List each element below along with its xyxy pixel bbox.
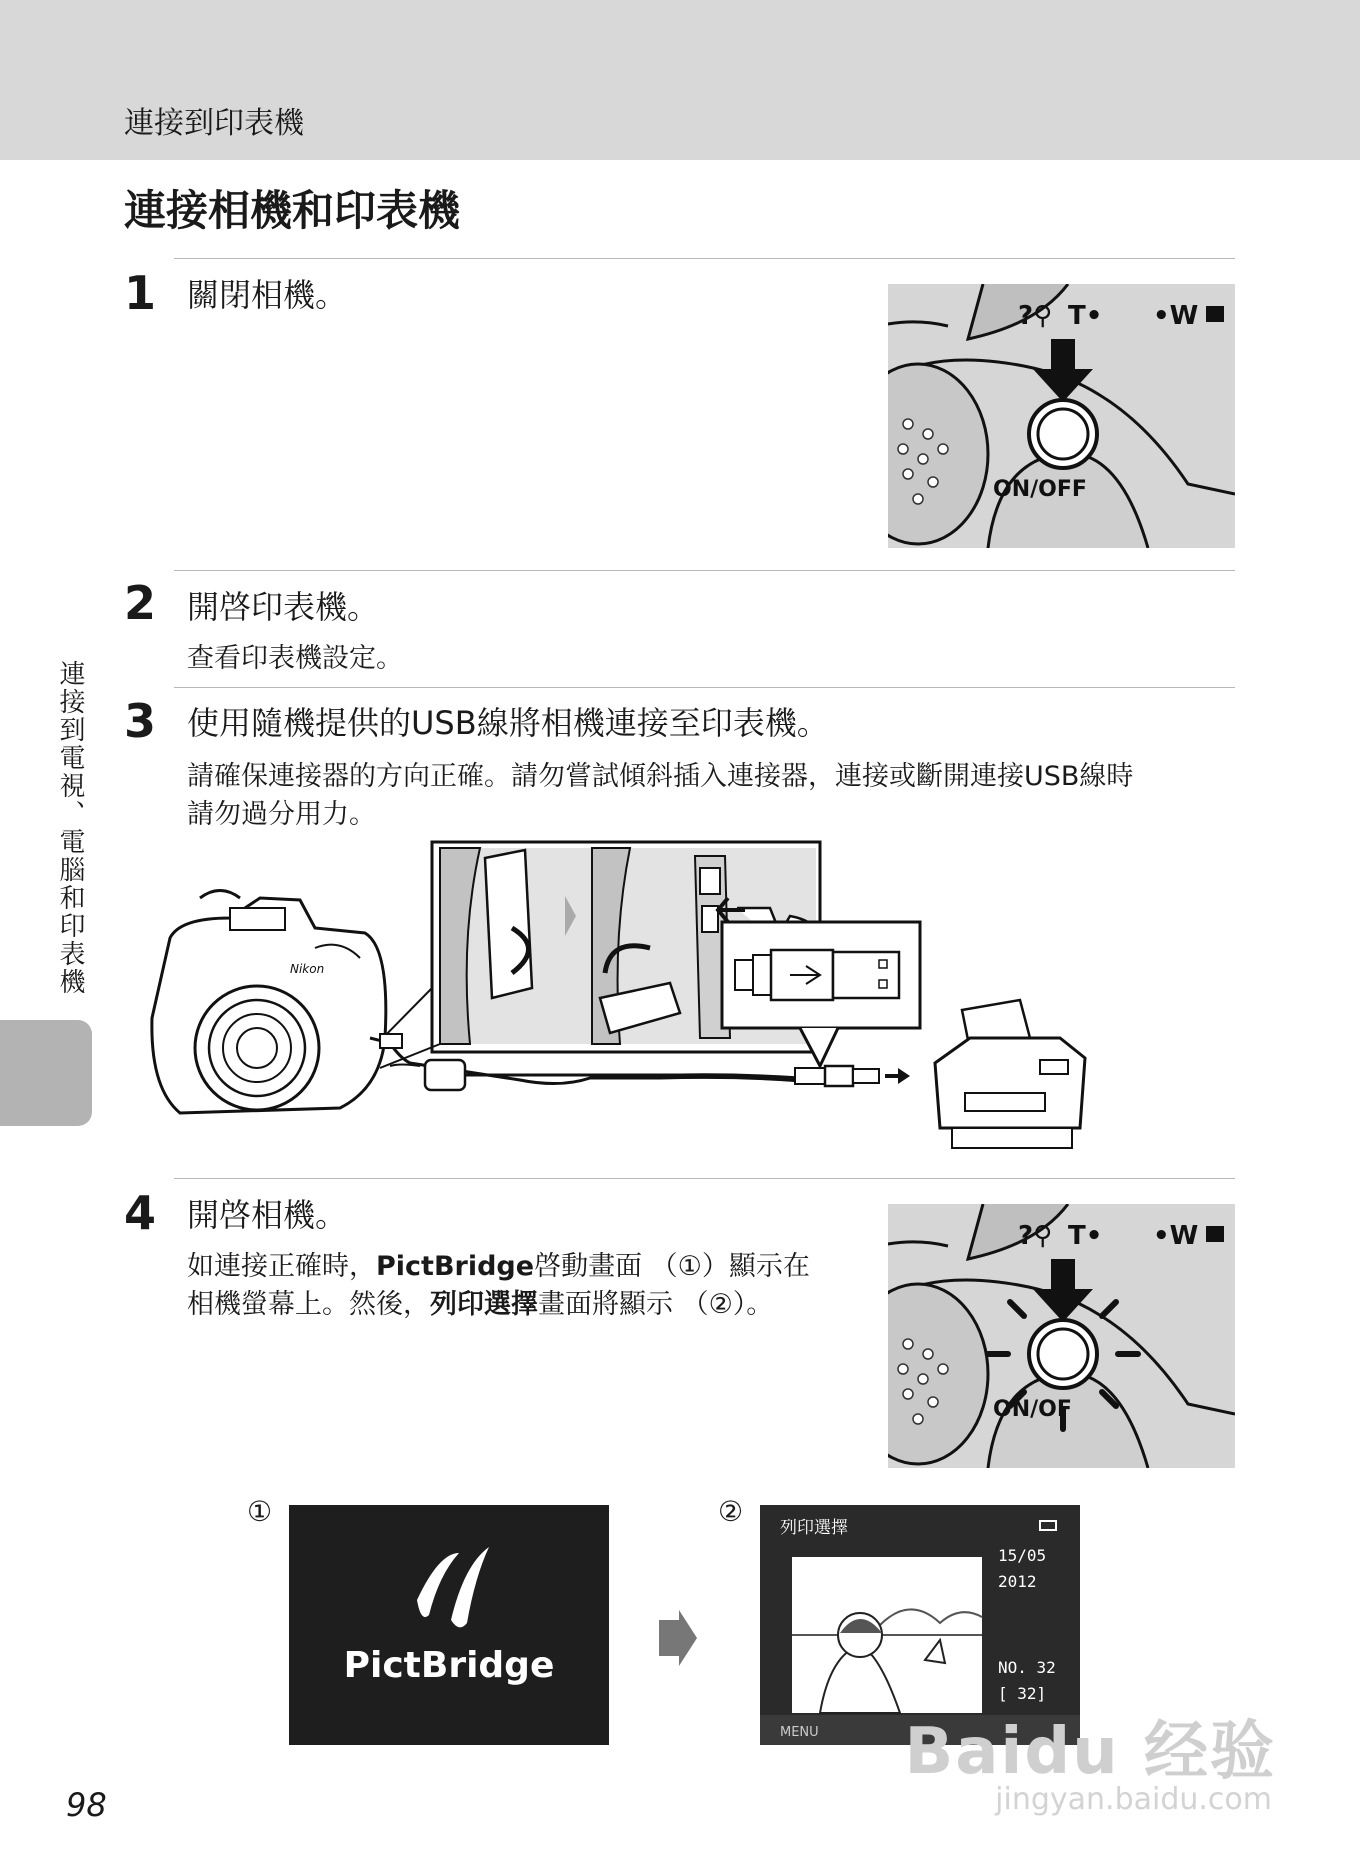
camera-power-on-illustration (888, 1204, 1235, 1468)
step-3-body-line2: 請勿過分用力。 (187, 799, 376, 830)
step-1-title: 關閉相機。 (187, 276, 348, 314)
pictbridge-logo-text: PictBridge (343, 1645, 555, 1686)
divider (174, 1178, 1235, 1179)
zoom-w-label: •W (1153, 301, 1199, 331)
on-off-label: ON/OFF (993, 477, 1087, 502)
svg-text:?⚲: ?⚲ (1018, 1221, 1053, 1251)
watermark-url: jingyan.baidu.com (995, 1782, 1272, 1817)
image-number: NO. 32 (998, 1658, 1056, 1677)
screen-1-label: ① (247, 1495, 273, 1528)
step-3-number: 3 (124, 694, 157, 748)
svg-text:?⚲: ?⚲ (1018, 301, 1053, 331)
page-title: 連接相機和印表機 (124, 186, 461, 235)
step-4-text: 相機螢幕上。然後， (187, 1289, 430, 1320)
step-2-number: 2 (124, 576, 157, 630)
side-tab-text: 連接到電視、電腦和印表機 (55, 660, 85, 996)
step-2-body: 查看印表機設定。 (187, 643, 403, 674)
step-4-text: 畫面將顯示 （②）。 (538, 1289, 774, 1320)
print-select-term: 列印選擇 (430, 1289, 538, 1320)
pictbridge-screen (289, 1505, 609, 1745)
zoom-t-label: T• (1068, 1221, 1103, 1251)
step-3-body-line1: 請確保連接器的方向正確。請勿嘗試傾斜插入連接器，連接或斷開連接USB線時 (187, 761, 1134, 792)
print-select-title: 列印選擇 (780, 1518, 848, 1538)
divider (174, 258, 1235, 259)
step-4-text: 如連接正確時， (187, 1251, 376, 1282)
pictbridge-term: PictBridge (376, 1251, 535, 1282)
on-off-label: ON/OF (993, 1397, 1072, 1422)
step-2-title: 開啓印表機。 (187, 588, 380, 626)
step-1-number: 1 (124, 266, 157, 320)
page-number: 98 (66, 1786, 107, 1824)
step-4-body-line1 (187, 1248, 810, 1286)
print-year: 2012 (998, 1572, 1037, 1591)
screen-2-label: ② (718, 1495, 744, 1528)
usb-connection-illustration (140, 838, 1240, 1158)
step-4-number: 4 (124, 1186, 157, 1240)
zoom-w-label: •W (1153, 1221, 1199, 1251)
menu-hint: MENU (780, 1725, 819, 1740)
section-title: 連接到印表機 (124, 106, 304, 141)
side-tab (0, 1020, 92, 1126)
svg-text:Nikon: Nikon (290, 962, 325, 976)
divider (174, 687, 1235, 688)
camera-power-off-illustration (888, 284, 1235, 548)
zoom-t-label: T• (1068, 301, 1103, 331)
watermark-logo: Baidu 经验 (904, 1715, 1276, 1789)
divider (174, 570, 1235, 571)
print-date: 15/05 (998, 1546, 1047, 1565)
image-count: [ 32] (998, 1684, 1047, 1703)
step-4-body-line2 (187, 1286, 773, 1324)
step-3-title: 使用隨機提供的USB線將相機連接至印表機。 (187, 704, 829, 742)
step-4-text: 啓動畫面 （①）顯示在 (534, 1251, 810, 1282)
arrow-right-icon (657, 1610, 699, 1666)
step-4-title: 開啓相機。 (187, 1196, 348, 1234)
